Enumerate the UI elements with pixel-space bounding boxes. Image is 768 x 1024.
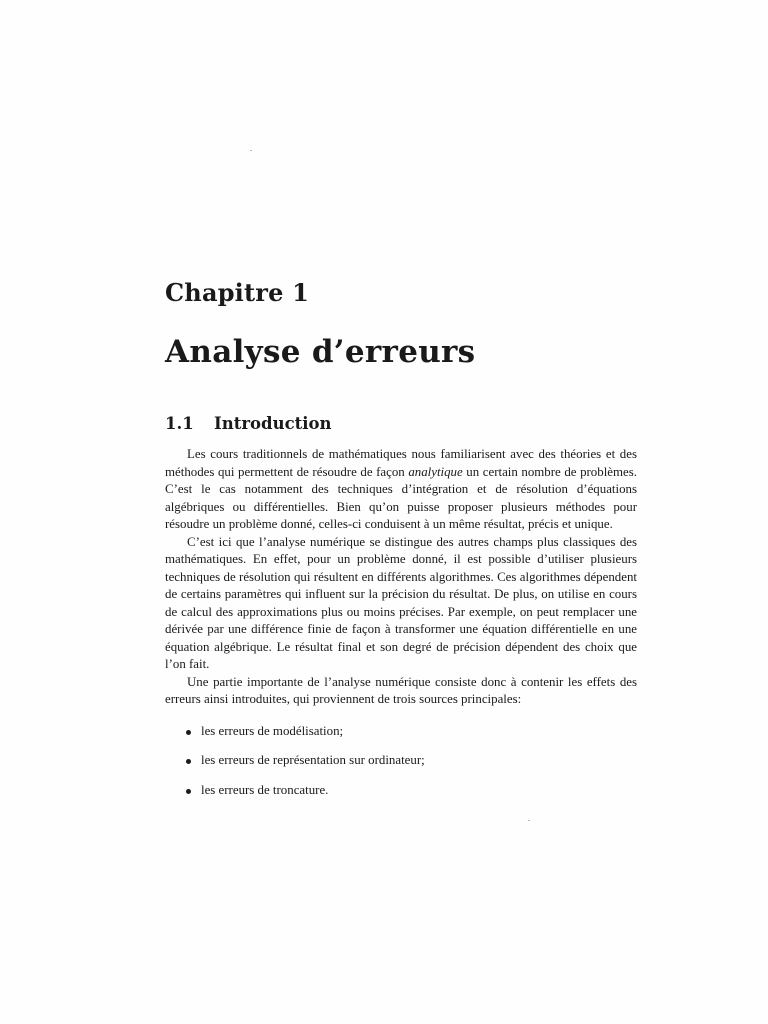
bullet-icon xyxy=(186,730,191,735)
list-item xyxy=(165,752,637,770)
list-item-text: les erreurs de troncature. xyxy=(201,782,329,797)
list-item-text: les erreurs de modélisation; xyxy=(201,723,344,738)
scan-speck xyxy=(528,820,530,821)
chapter-label: Chapitre 1 xyxy=(165,278,310,307)
bullet-icon xyxy=(186,759,191,764)
paragraph-2: C’est ici que l’analyse numérique se distingue des autres champs plus classiques des mathématiques. En effet, pour un problème donné, il est possible d’utiliser plusieurs techniques de résolution qui résultent en différents algorithmes. Ces algorithmes dépendent de certains paramètres qui influent sur la précision du résultat. De plus, on utilise en cours de calcul des approximations plus ou moins précises. Par exemple, on peut remplacer une dérivée par une différence finie de façon à transformer une équation différentielle en une équation algébrique. Le résultat final et son degré de précision dépendent des choix que l’on fait. xyxy=(165,534,637,671)
paragraph-1-start: Les cours traditionnels de mathématiques nous familiarisent avec des théories et des méthodes qui permettent de résoudre de façon xyxy=(165,447,637,479)
list-item-text: les erreurs de représentation sur ordinateur; xyxy=(201,753,425,767)
body-text xyxy=(165,446,637,811)
paragraph-3: Une partie importante de l’analyse numérique consiste donc à contenir les effets des erreurs ainsi introduites, qui proviennent de trois sources principales: xyxy=(165,674,637,706)
paragraph-1-end: un certain nombre de problèmes. C’est le cas notamment des techniques d’intégration et de résolution d’équations algébriques ou différentielles. Bien qu’on puisse proposer plusieurs méthodes pour résoudre un problème donné, celles-ci conduisent à un même résultat, précis et unique. xyxy=(165,464,637,531)
emphasis-analytique: analytique xyxy=(408,464,463,479)
chapter-title: Analyse d’erreurs xyxy=(165,334,476,370)
scan-speck xyxy=(250,150,252,151)
bullet-icon xyxy=(186,789,191,794)
section-heading xyxy=(165,414,332,433)
list-item xyxy=(165,782,637,800)
list-item xyxy=(165,723,637,741)
paragraph-1 xyxy=(165,446,637,534)
error-sources-list xyxy=(165,723,637,800)
section-number: 1.1 xyxy=(165,414,194,433)
section-title: Introduction xyxy=(214,414,332,433)
